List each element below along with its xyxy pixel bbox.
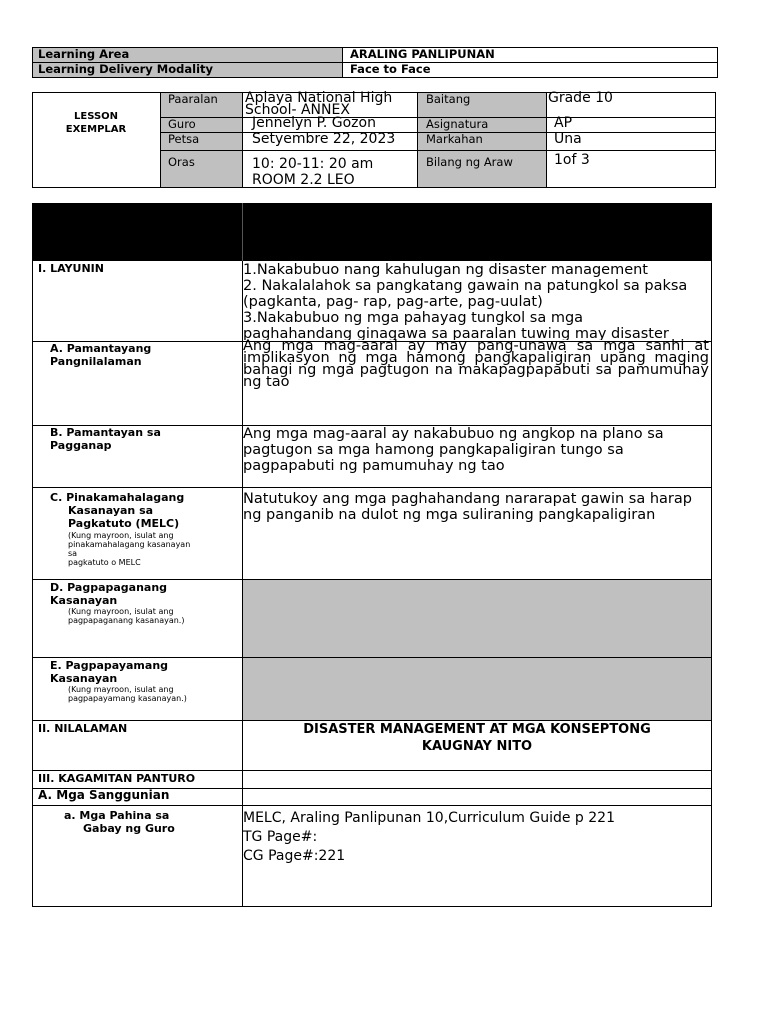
asignatura-label: Asignatura [426, 117, 489, 131]
melc-label: C. Pinakamahalagang Kasanayan sa Pagkatuto (MELC) [50, 491, 185, 530]
learning-area-value: ARALING PANLIPUNAN [350, 47, 495, 61]
bilang-label: Bilang ng Araw [426, 155, 513, 169]
pamantayang-pangnilalaman-label: A. Pamantayang Pangnilalaman [50, 342, 152, 368]
table-header-bar [32, 203, 712, 261]
pahina-gabay-label: a. Mga Pahina sa Gabay ng Guro [64, 809, 175, 835]
asignatura-value: AP [554, 115, 573, 131]
markahan-label: Markahan [426, 132, 483, 146]
guro-value: Jennelyn P. Gozon [252, 115, 376, 131]
modality-label: Learning Delivery Modality [38, 62, 214, 76]
modality-value: Face to Face [350, 62, 431, 76]
pagpapaganang-kasanayan-label: D. Pagpapaganang Kasanayan [50, 581, 168, 607]
guro-label: Guro [168, 117, 196, 131]
oras-value: 10: 20-11: 20 am ROOM 2.2 LEO [252, 156, 374, 188]
lesson-exemplar-title: LESSON EXEMPLAR [65, 111, 127, 135]
pamantayan-sa-pagganap-label: B. Pamantayan sa Pagganap [50, 426, 161, 452]
petsa-label: Petsa [168, 132, 200, 146]
pagpapayamang-kasanayan-note: (Kung mayroon, isulat ang pagpapayamang kasanayan.) [68, 685, 187, 703]
oras-label: Oras [168, 155, 195, 169]
baitang-value: Grade 10 [548, 90, 613, 106]
melc-text: Natutukoy ang mga paghahandang nararapat gawin sa harap ng panganib na dulot ng mga suliraning pangkapaligiran [243, 491, 692, 523]
pamantayan-sa-pagganap-text: Ang mga mag-aaral ay nakabubuo ng angkop na plano sa pagtugon sa mga hamong pangkapaligiran tungo sa pagpapabuti ng pamumuhay ng tao [243, 426, 664, 474]
learning-area-label: Learning Area [38, 47, 130, 61]
pamantayang-pangnilalaman-text: Ang mga mag-aaral ay may pang-unawa sa mga sanhi at implikasyon ng mga hamong pangkapaligiran upang maging bahagi ng mga pagtugon na makapagpapabuti sa pamumuhay ng tao [243, 338, 709, 390]
pagpapayamang-kasanayan-label: E. Pagpapayamang Kasanayan [50, 659, 169, 685]
kagamitan-panturo-label: III. KAGAMITAN PANTURO [38, 772, 196, 785]
paaralan-label: Paaralan [168, 92, 218, 106]
melc-note: (Kung mayroon, isulat ang pinakamahalagang kasanayan sa pagkatuto o MELC [68, 531, 191, 567]
layunin-content: 1.Nakabubuo nang kahulugan ng disaster management 2. Nakalalahok sa pangkatang gawain na patungkol sa paksa (pagkanta, pag- rap, pag-arte, pag-uulat) 3.Nakabubuo ng mga pahayag tungkol sa mga paghahandang ginagawa sa paaralan tuwing may disaster [243, 262, 688, 340]
markahan-value: Una [554, 131, 582, 147]
petsa-value: Setyembre 22, 2023 [252, 131, 396, 147]
paaralan-value: Aplaya National High School- ANNEX [245, 90, 393, 118]
nilalaman-title: DISASTER MANAGEMENT AT MGA KONSEPTONG KAUGNAY NITO [303, 722, 651, 754]
pahina-gabay-text: MELC, Araling Panlipunan 10,Curriculum Guide p 221 TG Page#: CG Page#:221 [243, 810, 615, 864]
bilang-value: 1of 3 [554, 152, 590, 168]
layunin-label: I. LAYUNIN [38, 262, 104, 275]
baitang-label: Baitang [426, 92, 471, 106]
sanggunian-label: A. Mga Sanggunian [38, 788, 170, 802]
nilalaman-label: II. NILALAMAN [38, 722, 128, 735]
pagpapaganang-kasanayan-note: (Kung mayroon, isulat ang pagpapaganang kasanayan.) [68, 607, 185, 625]
